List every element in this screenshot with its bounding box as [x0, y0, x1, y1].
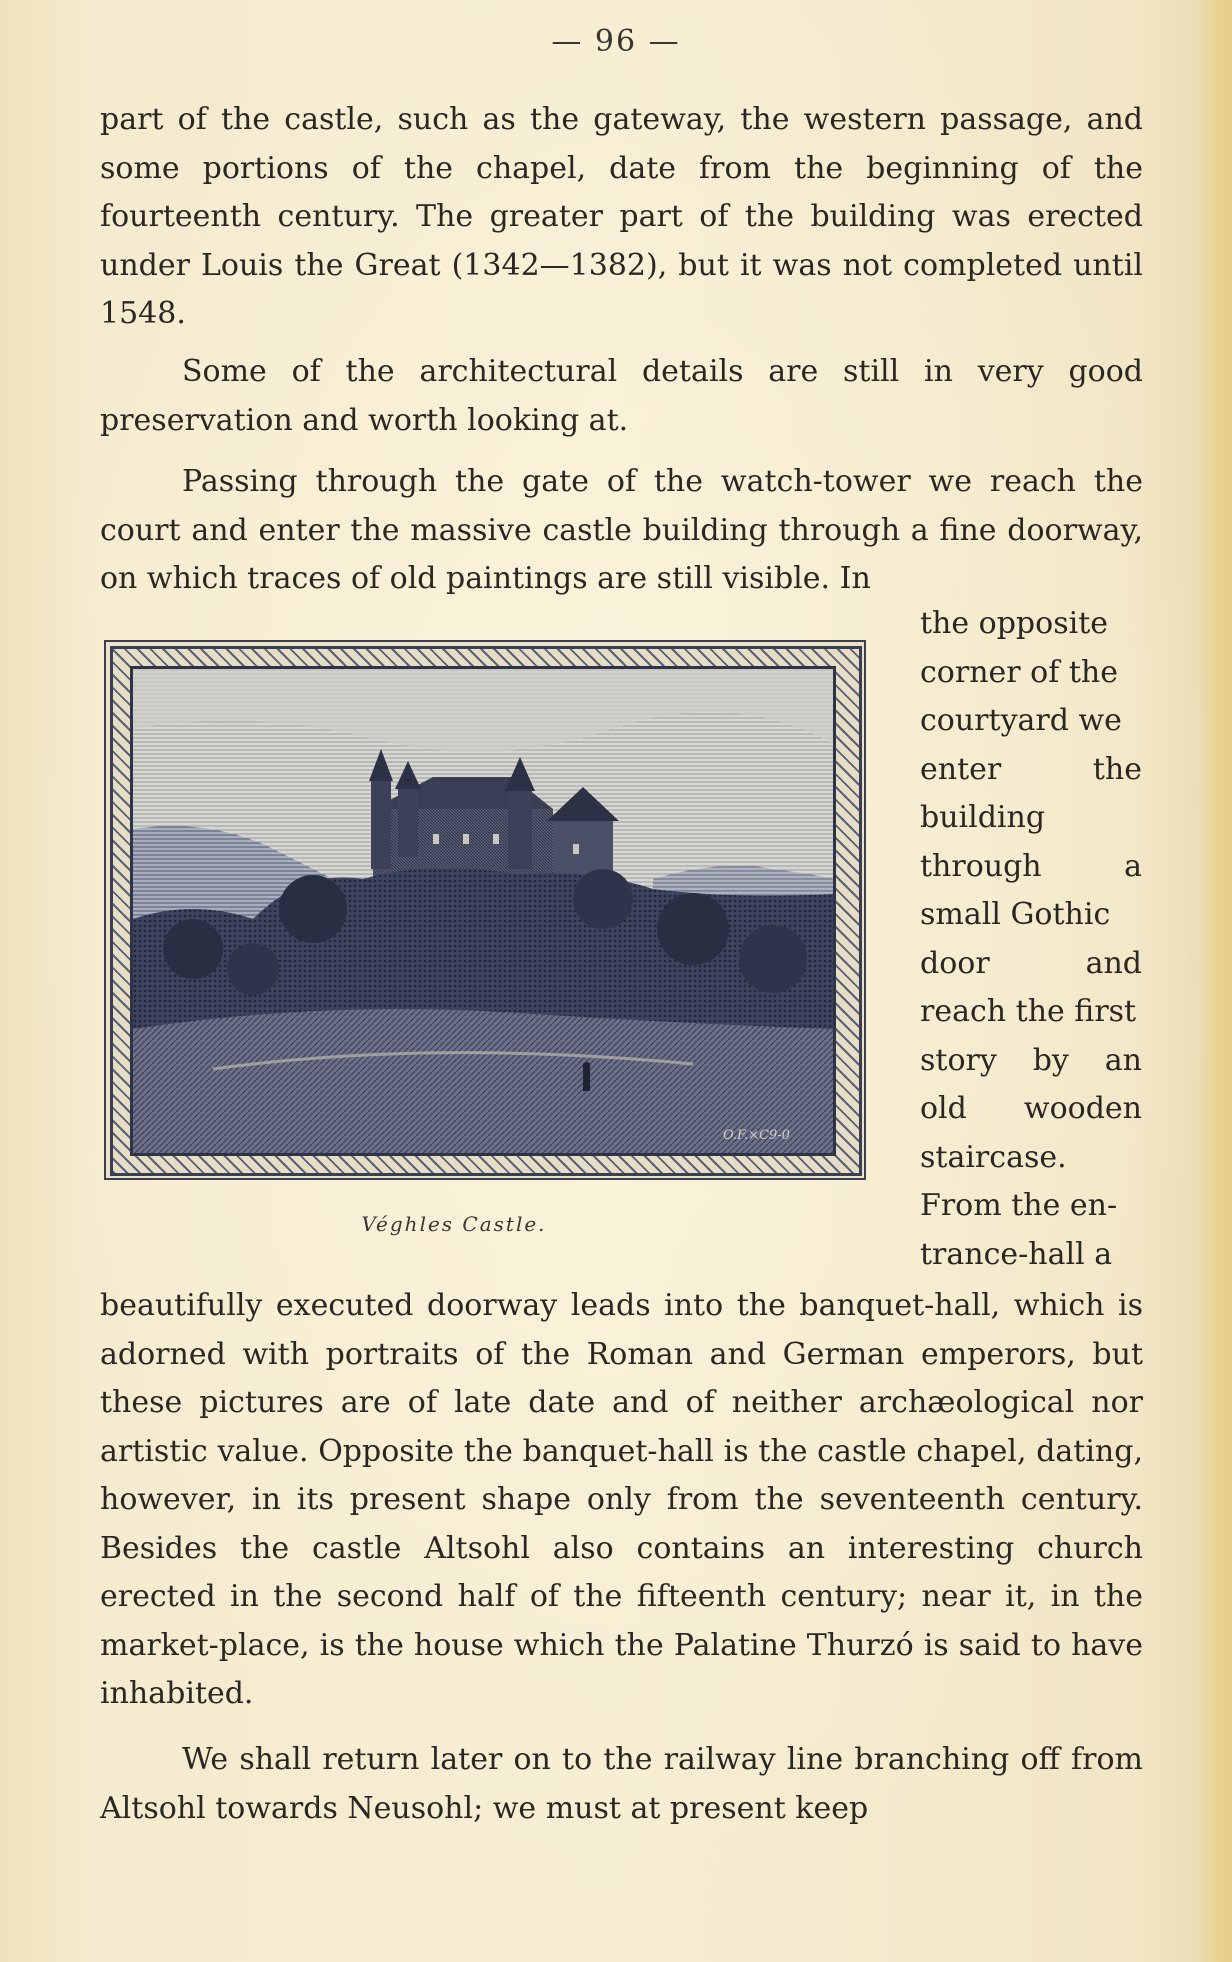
wrap-line: through a	[920, 848, 1142, 884]
wrap-line: the opposite	[920, 606, 1108, 641]
paragraph-2	[100, 348, 1143, 445]
paragraph-1	[100, 96, 1143, 339]
wrap-line: enter the	[920, 751, 1142, 787]
wrap-line: building	[920, 800, 1046, 835]
castle-engraving-image	[133, 669, 833, 1153]
wrap-line: From the en-	[920, 1188, 1118, 1223]
paragraph-3-text: Passing through the gate of the watch-tower we reach the court and enter the massive castle building through a fine doorway, on which traces of old paintings are still visible. In	[100, 464, 1143, 596]
paragraph-3-continuation	[100, 1282, 1143, 1719]
page-edge-shadow	[1198, 0, 1232, 1962]
wrapped-text-column	[920, 600, 1142, 1279]
wrap-line: courtyard we	[920, 703, 1122, 738]
castle-illustration	[104, 640, 866, 1180]
wrap-line: trance-hall a	[920, 1236, 1113, 1272]
wrap-line: staircase.	[920, 1139, 1067, 1175]
illustration-caption: Véghles Castle.	[361, 1212, 547, 1236]
paragraph-3	[100, 458, 1143, 604]
wrap-line: corner of the	[920, 654, 1118, 690]
paragraph-3-continuation-text: beautifully executed doorway leads into the banquet-hall, which is adorned with portraits of the Roman and German emperors, but these pictures are of late date and of neither archæological nor artistic value. Opposite the banquet-hall is the castle chapel, dating, however, in its present shape only from the seventeenth century. Besides the castle Altsohl also contains an interesting church erected in the second half of the fifteenth century; near it, in the market-place, is the house which the Palatine Thurzó is said to have inhabited.	[100, 1288, 1143, 1711]
paragraph-2-text: Some of the architectural details are still in very good preservation and worth looking at.	[100, 354, 1143, 438]
wrap-line: story by an	[920, 1042, 1142, 1078]
illustration-image-area	[130, 666, 836, 1156]
wrap-line: small Gothic	[920, 897, 1111, 932]
paragraph-1-text: part of the castle, such as the gateway, the western passage, and some portions of the chapel, date from the beginning of the fourteenth century. The greater part of the building was erected under Louis the Great (1342—1382), but it was not completed until 1548.	[100, 102, 1143, 331]
wrap-line: reach the first	[920, 994, 1137, 1029]
wrap-line: door and	[920, 945, 1142, 981]
paragraph-4	[100, 1736, 1143, 1833]
engraver-signature: O.F.×C9-0	[723, 1128, 790, 1143]
page-number: — 96 —	[551, 24, 681, 59]
paragraph-4-text: We shall return later on to the railway line branching off from Altsohl towards Neusohl; we must at present keep	[100, 1742, 1143, 1826]
wrap-line: old wooden	[920, 1091, 1142, 1126]
